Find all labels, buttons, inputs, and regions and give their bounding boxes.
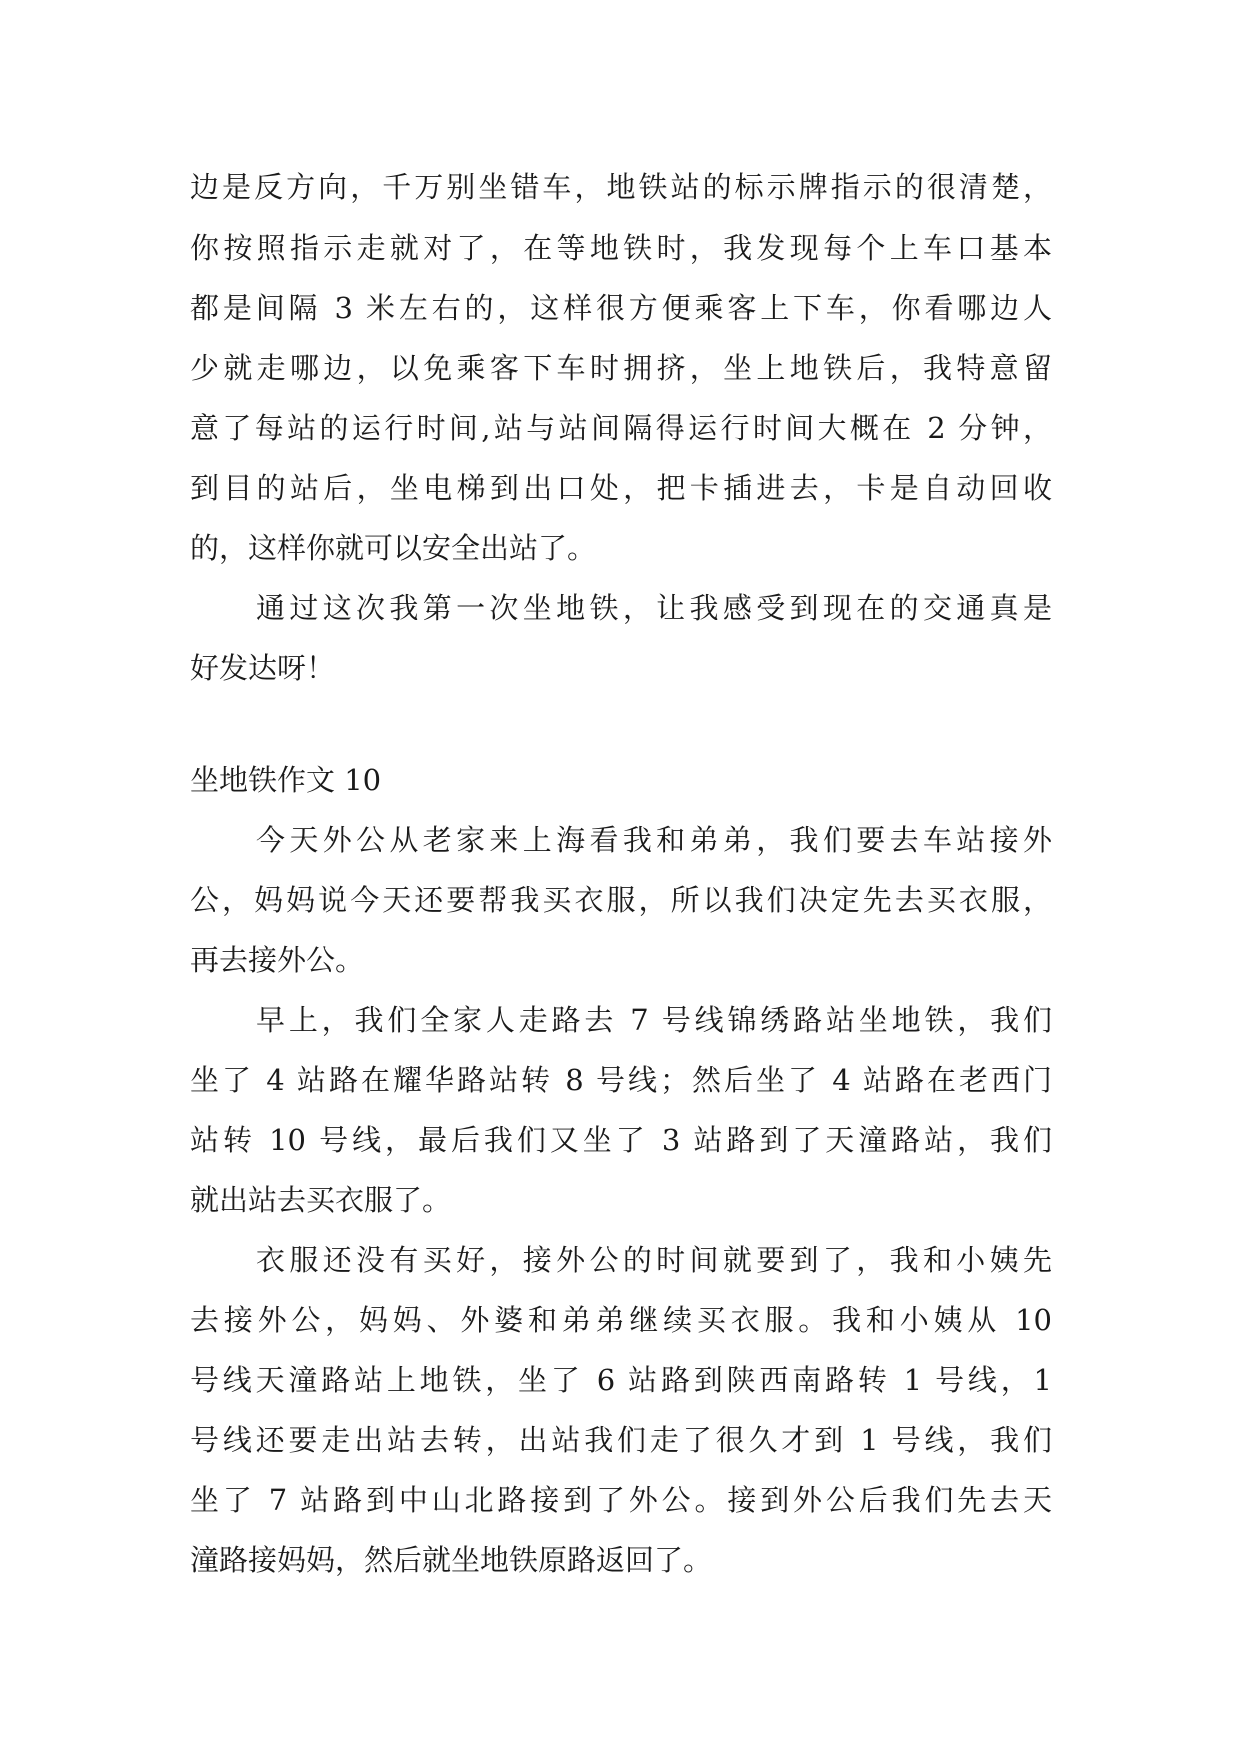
text-line: 再去接外公。 (190, 943, 365, 977)
text-line: 坐了 4 站路在耀华路站转 8 号线；然后坐了 4 站路在老西门 (190, 1063, 1052, 1097)
text-line: 号线还要走出站去转，出站我们走了很久才到 1 号线，我们 (190, 1423, 1052, 1457)
text-line: 少就走哪边，以免乘客下车时拥挤，坐上地铁后，我特意留 (190, 351, 1052, 385)
text-line: 到目的站后，坐电梯到出口处，把卡插进去，卡是自动回收 (190, 471, 1052, 505)
text-line: 就出站去买衣服了。 (190, 1183, 452, 1217)
text-line: 公，妈妈说今天还要帮我买衣服，所以我们决定先去买衣服， (190, 883, 1052, 917)
text-line: 号线天潼路站上地铁，坐了 6 站路到陕西南路转 1 号线，1 (190, 1363, 1052, 1397)
text-line: 都是间隔 3 米左右的，这样很方便乘客上下车，你看哪边人 (190, 291, 1052, 325)
text-line: 衣服还没有买好，接外公的时间就要到了，我和小姨先 (256, 1243, 1052, 1277)
text-line: 今天外公从老家来上海看我和弟弟，我们要去车站接外 (256, 823, 1052, 857)
text-line: 的，这样你就可以安全出站了。 (190, 531, 597, 565)
text-line: 意了每站的运行时间,站与站间隔得运行时间大概在 2 分钟， (190, 411, 1052, 445)
text-line: 早上，我们全家人走路去 7 号线锦绣路站坐地铁，我们 (256, 1003, 1052, 1037)
text-line: 坐了 7 站路到中山北路接到了外公。接到外公后我们先去天 (190, 1483, 1052, 1517)
text-line: 你按照指示走就对了，在等地铁时，我发现每个上车口基本 (190, 231, 1052, 265)
text-line: 边是反方向，千万别坐错车，地铁站的标示牌指示的很清楚， (190, 170, 1052, 204)
text-line: 好发达呀！ (190, 651, 336, 685)
text-line: 潼路接妈妈，然后就坐地铁原路返回了。 (190, 1543, 713, 1577)
essay-title: 坐地铁作文 10 (190, 763, 382, 797)
text-line: 去接外公，妈妈、外婆和弟弟继续买衣服。我和小姨从 10 (190, 1303, 1052, 1337)
text-line: 通过这次我第一次坐地铁，让我感受到现在的交通真是 (256, 591, 1052, 625)
text-line: 站转 10 号线，最后我们又坐了 3 站路到了天潼路站，我们 (190, 1123, 1052, 1157)
